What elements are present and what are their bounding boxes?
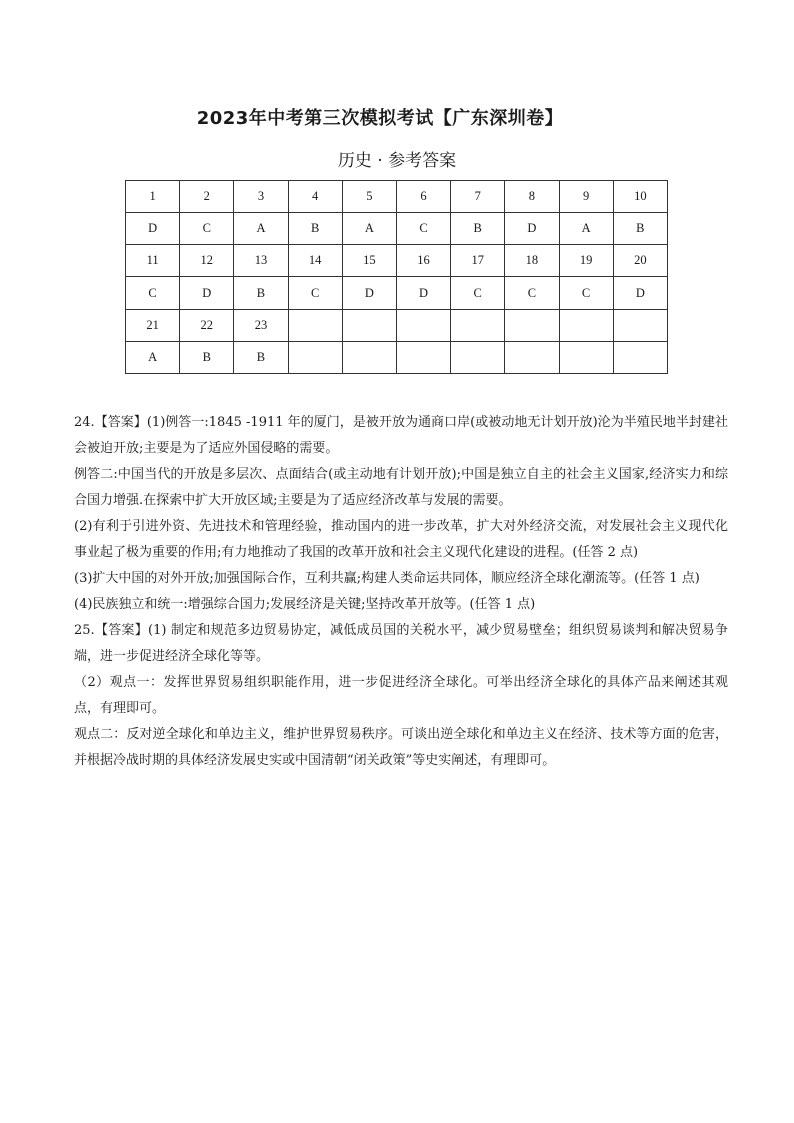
answer-cell: B: [180, 341, 234, 373]
question-number-cell: 4: [288, 181, 342, 213]
answer-explanations: [74, 410, 728, 774]
answer-cell: B: [451, 213, 505, 245]
table-row: [126, 341, 668, 373]
answer-cell: A: [342, 213, 396, 245]
question-number-cell: 12: [180, 245, 234, 277]
question-number-cell: 19: [559, 245, 613, 277]
answer-cell: [613, 341, 667, 373]
question-number-cell: 15: [342, 245, 396, 277]
question-number-cell: 21: [126, 309, 180, 341]
table-row: [126, 309, 668, 341]
question-number-cell: 2: [180, 181, 234, 213]
answer-cell: C: [180, 213, 234, 245]
answer-key-table: [125, 180, 668, 374]
question-number-cell: 7: [451, 181, 505, 213]
question-number-cell: [505, 309, 559, 341]
question-number-cell: [342, 309, 396, 341]
answer-cell: D: [126, 213, 180, 245]
q24-answer-part-5: (4)民族独立和统一:增强综合国力;发展经济是关键;坚持改革开放等。(任答 1 点): [74, 597, 536, 612]
q24-answer-part-1: 24.【答案】(1)例答一:1845 -1911 年的厦门，是被开放为通商口岸(或被动地无计划开放)沦为半殖民地半封建社会被迫开放;主要是为了适应外国侵略的需要。: [74, 415, 728, 456]
question-number-cell: 1: [126, 181, 180, 213]
answer-cell: B: [234, 277, 288, 309]
question-number-cell: 8: [505, 181, 559, 213]
answer-cell: [396, 341, 450, 373]
answer-cell: [342, 341, 396, 373]
answer-cell: C: [559, 277, 613, 309]
answer-cell: B: [234, 341, 288, 373]
answer-cell: C: [126, 277, 180, 309]
answer-cell: D: [180, 277, 234, 309]
question-number-cell: 14: [288, 245, 342, 277]
answer-cell: D: [342, 277, 396, 309]
answer-cell: A: [126, 341, 180, 373]
answer-cell: A: [559, 213, 613, 245]
q24-answer-part-2: 例答二:中国当代的开放是多层次、点面结合(或主动地有计划开放);中国是独立自主的社会主义国家,经济实力和综合国力增强.在探索中扩大开放区域;主要是为了适应经济改革与发展的需要。: [74, 467, 728, 508]
question-number-cell: 11: [126, 245, 180, 277]
question-number-cell: 16: [396, 245, 450, 277]
answer-cell: D: [613, 277, 667, 309]
table-row: [126, 181, 668, 213]
answer-cell: C: [505, 277, 559, 309]
answer-cell: C: [451, 277, 505, 309]
page-subtitle: 历史 · 参考答案: [337, 151, 457, 171]
answer-cell: [505, 341, 559, 373]
question-number-cell: 23: [234, 309, 288, 341]
question-number-cell: 13: [234, 245, 288, 277]
table-row: [126, 277, 668, 309]
q25-answer-part-3: 观点二：反对逆全球化和单边主义，维护世界贸易秩序。可谈出逆全球化和单边主义在经济、技术等方面的危害，并根据冷战时期的具体经济发展史实或中国清朝“闭关政策”等史实阐述，有理即可。: [74, 727, 728, 768]
question-number-cell: 17: [451, 245, 505, 277]
answer-cell: C: [396, 213, 450, 245]
question-number-cell: 3: [234, 181, 288, 213]
answer-cell: B: [288, 213, 342, 245]
question-number-cell: 10: [613, 181, 667, 213]
answer-cell: D: [396, 277, 450, 309]
table-row: [126, 213, 668, 245]
answer-cell: [559, 341, 613, 373]
question-number-cell: 9: [559, 181, 613, 213]
answer-cell: C: [288, 277, 342, 309]
q24-answer-part-3: (2)有利于引进外资、先进技术和管理经验，推动国内的进一步改革，扩大对外经济交流，对发展社会主义现代化事业起了极为重要的作用;有力地推动了我国的改革开放和社会主义现代化建设的进程。(任答 2 点): [74, 519, 728, 560]
question-number-cell: 20: [613, 245, 667, 277]
answer-cell: D: [505, 213, 559, 245]
page-title: 2023年中考第三次模拟考试【广东深圳卷】: [196, 108, 564, 129]
table-row: [126, 245, 668, 277]
question-number-cell: [396, 309, 450, 341]
q24-answer-part-4: (3)扩大中国的对外开放;加强国际合作，互利共赢;构建人类命运共同体，顺应经济全球化潮流等。(任答 1 点): [74, 571, 700, 586]
q25-answer-part-2: （2）观点一：发挥世界贸易组织职能作用，进一步促进经济全球化。可举出经济全球化的具体产品来阐述其观点，有理即可。: [74, 675, 728, 716]
question-number-cell: [559, 309, 613, 341]
question-number-cell: 6: [396, 181, 450, 213]
q25-answer-part-1: 25.【答案】(1) 制定和规范多边贸易协定，减低成员国的关税水平，减少贸易壁垒；组织贸易谈判和解决贸易争端，进一步促进经济全球化等等。: [74, 623, 728, 664]
question-number-cell: 5: [342, 181, 396, 213]
answer-cell: [451, 341, 505, 373]
answer-cell: [288, 341, 342, 373]
question-number-cell: 22: [180, 309, 234, 341]
question-number-cell: 18: [505, 245, 559, 277]
answer-cell: B: [613, 213, 667, 245]
answer-cell: A: [234, 213, 288, 245]
question-number-cell: [613, 309, 667, 341]
question-number-cell: [451, 309, 505, 341]
question-number-cell: [288, 309, 342, 341]
